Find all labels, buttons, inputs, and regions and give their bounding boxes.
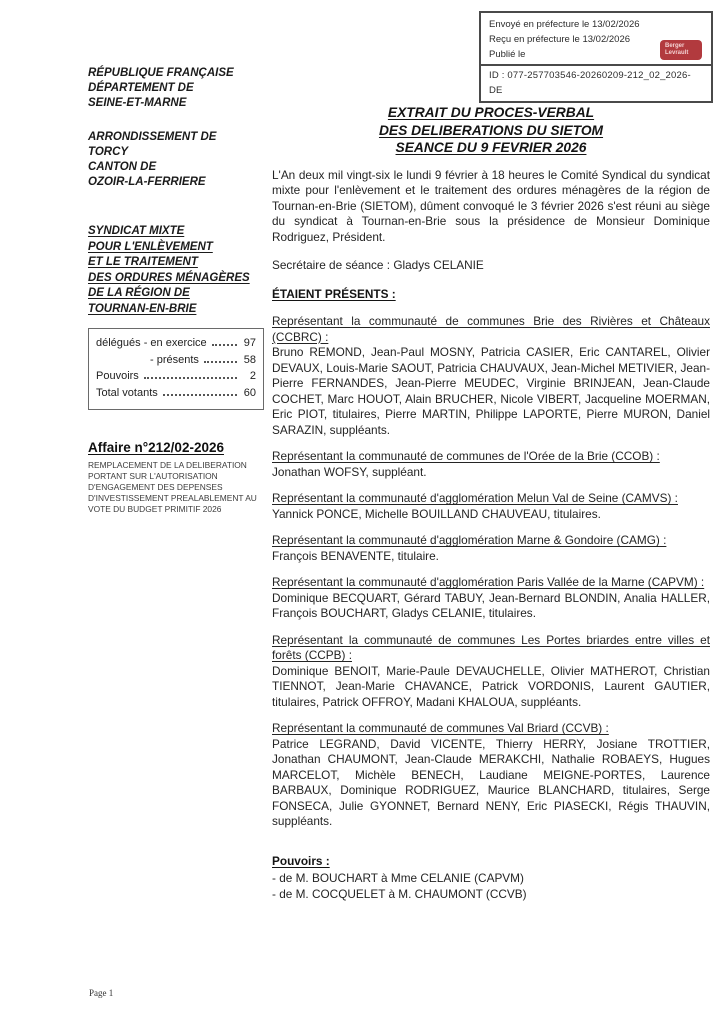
document-title-line: EXTRAIT DU PROCES-VERBAL — [387, 105, 595, 120]
section-names: Bruno REMOND, Jean-Paul MOSNY, Patricia CASIER, Eric CANTAREL, Olivier DEVAUX, Louis-Marie SAOUT, Patricia CHAUVAUX, Jean-Michel METIVIER, Jean-Pierre FERNANDES, Jean-Pierre MEUDEC, Virginie BRINJEAN, Jean-Claude COCHET, Marc HOUOT, Alain BRUCHER, Nicole VIBERT, Jacqueline MOERMAN, Eric PIOT, titulaires, Pierre MARTIN, Philippe LAPORTE, Pierre MURON, Daniel SARAZIN, suppléants. — [272, 345, 710, 437]
section-heading — [272, 314, 710, 345]
stamp-published-line: Publié le — [489, 49, 526, 60]
berger-levrault-logo: Berger Levrault — [660, 40, 702, 60]
republic-line: SEINE-ET-MARNE — [88, 97, 187, 109]
pouvoir-line: - de M. BOUCHART à Mme CELANIE (CAPVM) — [272, 871, 524, 885]
section-heading-text: Représentant la communauté de communes Les Portes briardes entre villes et forêts (CCPB) : — [272, 632, 710, 662]
section-heading-text: Représentant la communauté de communes Val Briard (CCVB) : — [272, 721, 609, 735]
section-heading-text: Représentant la communauté d'agglomération Melun Val de Seine (CAMVS) : — [272, 491, 678, 505]
document-title-line: SEANCE DU 9 FEVRIER 2026 — [395, 140, 587, 155]
republic-line: RÉPUBLIQUE FRANÇAISE — [88, 67, 234, 79]
affaire-title: Affaire n°212/02-2026 — [88, 440, 224, 455]
section-heading — [272, 575, 710, 591]
attendance-section-ccbrc — [272, 314, 710, 438]
stat-value: 97 — [243, 337, 256, 349]
section-names: Jonathan WOFSY, suppléant. — [272, 464, 427, 479]
stamp-id-line: ID : 077-257703546-20260209-212_02_2026-DE — [481, 64, 711, 99]
section-heading-text: Représentant la communauté de communes de l'Orée de la Brie (CCOB) : — [272, 449, 660, 463]
pouvoirs-heading-text: Pouvoirs : — [272, 853, 330, 868]
republic-block — [88, 66, 274, 111]
intro-paragraph: L'An deux mil vingt-six le lundi 9 février à 18 heures le Comité Syndical du syndicat mixte pour l'enlèvement et le traitement des ordures ménagères de la région de Tournan-en-Brie (SIETOM), dûment convoqué le 3 février 2026 s'est réuni au siège du syndicat à Tournan-en-Brie sous la présidence de Monsieur Dominique Rodriguez, Président. — [272, 167, 710, 244]
attendance-section-ccpb — [272, 633, 710, 711]
stamp-sent-line: Envoyé en préfecture le 13/02/2026 — [489, 19, 640, 30]
page-number: Page 1 — [89, 988, 114, 998]
arrondissement-line: OZOIR-LA-FERRIERE — [88, 176, 206, 188]
dotted-leader — [144, 377, 237, 379]
section-heading — [272, 633, 710, 664]
prefecture-stamp — [479, 11, 713, 103]
section-heading — [272, 491, 710, 507]
syndicat-line: SYNDICAT MIXTE — [88, 225, 185, 237]
dotted-leader — [212, 344, 237, 346]
stat-label: délégués - en exercice — [96, 337, 207, 349]
document-title — [272, 104, 710, 157]
stat-label: - présents — [150, 353, 199, 366]
arrondissement-line: ARRONDISSEMENT DE — [88, 131, 217, 143]
stat-row-pouvoirs — [96, 368, 256, 385]
stat-row-delegues-exercice — [96, 335, 256, 352]
section-names: Patrice LEGRAND, David VICENTE, Thierry HERRY, Josiane TROTTIER, Jonathan CHAUMONT, Jean-Claude MERAKCHI, Nathalie ROBAEYS, Hugues MARCELOT, Michèle BENECH, Laudiane MEIGNE-PORTES, Laurence BARBAUX, Dominique RODRIGUEZ, Maurice BLANCHARD, titulaires, Serge FONSECA, Julie GYONNET, Bernard NENY, Eric PIASECKI, Régis THAUVIN, suppléants. — [272, 736, 710, 828]
syndicat-block — [88, 224, 274, 317]
delegates-stats-box — [88, 328, 264, 410]
document-title-line: DES DELIBERATIONS DU SIETOM — [378, 122, 604, 138]
dotted-leader — [204, 361, 237, 363]
section-names: Yannick PONCE, Michelle BOUILLAND CHAUVEAU, titulaires. — [272, 506, 601, 521]
pouvoirs-heading — [272, 854, 710, 870]
stamp-received-line: Reçu en préfecture le 13/02/2026 — [489, 34, 631, 45]
attendance-section-camg — [272, 533, 710, 564]
affaire-block — [88, 440, 274, 515]
attendance-section-ccob — [272, 449, 710, 480]
main-content-column — [272, 104, 710, 902]
syndicat-line: POUR L'ENLÈVEMENT — [88, 240, 213, 253]
arrondissement-block — [88, 130, 274, 190]
arrondissement-line: TORCY — [88, 146, 129, 158]
section-heading-text: Représentant la communauté de communes Brie des Rivières et Châteaux (CCBRC) : — [272, 314, 710, 344]
syndicat-line: TOURNAN-EN-BRIE — [88, 302, 197, 315]
section-heading — [272, 533, 710, 549]
section-names: François BENAVENTE, titulaire. — [272, 548, 439, 563]
section-heading — [272, 449, 710, 465]
arrondissement-line: CANTON DE — [88, 161, 157, 173]
syndicat-line: DES ORDURES MÉNAGÈRES — [88, 271, 250, 284]
stat-row-total-votants — [96, 385, 256, 402]
pouvoir-line: - de M. COCQUELET à M. CHAUMONT (CCVB) — [272, 886, 527, 901]
stat-value: 2 — [249, 370, 256, 382]
affaire-description: REMPLACEMENT DE LA DELIBERATION PORTANT SUR L'AUTORISATION D'ENGAGEMENT DES DEPENSES D'INVESTISSEMENT PREALABLEMENT AU VOTE DU BUDGET PRIMITIF 2026 — [88, 460, 257, 514]
secretary-line: Secrétaire de séance : Gladys CELANIE — [272, 258, 484, 272]
section-heading — [272, 721, 710, 737]
stat-row-presents — [96, 352, 256, 369]
stat-value: 58 — [243, 353, 256, 366]
republic-line: DÉPARTEMENT DE — [88, 82, 194, 94]
presents-heading: ÉTAIENT PRÉSENTS : — [272, 286, 396, 301]
stat-value: 60 — [243, 386, 256, 399]
stat-label: Total votants — [96, 386, 158, 399]
section-heading-text: Représentant la communauté d'agglomération Paris Vallée de la Marne (CAPVM) : — [272, 575, 705, 589]
attendance-section-camvs — [272, 491, 710, 522]
section-heading-text: Représentant la communauté d'agglomération Marne & Gondoire (CAMG) : — [272, 533, 667, 547]
stat-label: Pouvoirs — [96, 370, 139, 382]
dotted-leader — [163, 394, 237, 396]
syndicat-line: ET LE TRAITEMENT — [88, 256, 198, 268]
attendance-section-capvm — [272, 575, 710, 622]
left-header-column — [88, 66, 274, 515]
syndicat-line: DE LA RÉGION DE — [88, 287, 190, 299]
attendance-section-ccvb — [272, 721, 710, 830]
section-names: Dominique BECQUART, Gérard TABUY, Jean-Bernard BLONDIN, Analia HALLER, François BOUCHART, Gladys CELANIE, titulaires. — [272, 590, 710, 620]
section-names: Dominique BENOIT, Marie-Paule DEVAUCHELLE, Olivier MATHEROT, Christian TIENNOT, Jean-Marie CHAVANCE, Patrick VORDONIS, Laurent GAUTIER, titulaires, Patrick OFFROY, Madani KHALOUA, suppléants. — [272, 663, 710, 709]
